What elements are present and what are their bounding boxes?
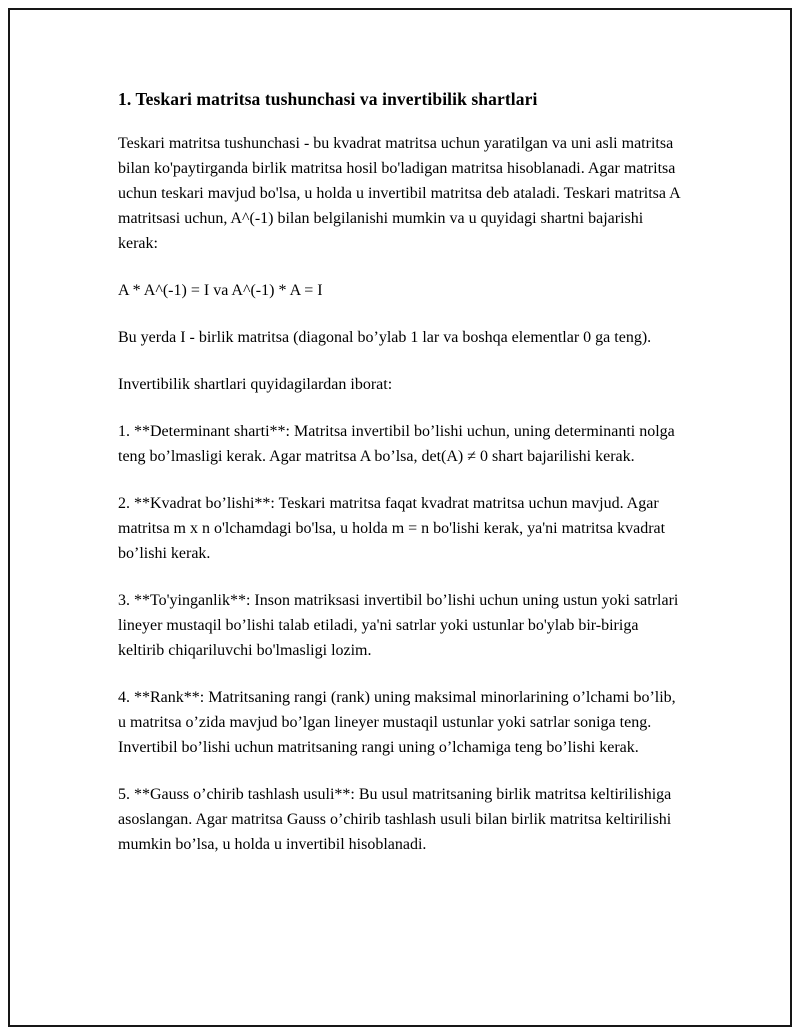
paragraph-condition-square: 2. **Kvadrat bo’lishi**: Teskari matritsa faqat kvadrat matritsa uchun mavjud. Agar matritsa m x n o'lchamdagi bo'lsa, u holda m = n bo'lishi kerak, ya'ni matritsa kvadrat bo’lishi kerak. bbox=[118, 495, 666, 562]
paragraph-condition-determinant: 1. **Determinant sharti**: Matritsa invertibil bo’lishi uchun, uning determinanti nolga teng bo’lmasligi kerak. Agar matritsa A bo’lsa, det(A) ≠ 0 shart bajarilishi kerak. bbox=[118, 423, 675, 465]
paragraph-formula: A * A^(-1) = I va A^(-1) * A = I bbox=[118, 282, 323, 299]
document-page bbox=[8, 8, 792, 1027]
paragraph-condition-independence: 3. **To'yinganlik**: Inson matriksasi invertibil bo’lishi uchun uning ustun yoki satrlari lineyer mustaqil bo’lishi talab etiladi, ya'ni satrlar yoki ustunlar bo'ylab bir-biriga keltirib chiqariluvchi bo'lmasligi lozim. bbox=[118, 592, 679, 659]
paragraph-intro: Teskari matritsa tushunchasi - bu kvadrat matritsa uchun yaratilgan va uni asli matritsa bilan ko'paytirganda birlik matritsa hosil bo'ladigan matritsa hisoblanadi. Agar matritsa uchun teskari mavjud bo'lsa, u holda u invertibil matritsa deb ataladi. Teskari matritsa A matritsasi uchun, A^(-1) bilan belgilanishi mumkin va u quyidagi shartni bajarishi kerak: bbox=[118, 135, 680, 252]
document-content bbox=[10, 10, 790, 1025]
paragraph-conditions-intro: Invertibilik shartlari quyidagilardan iborat: bbox=[118, 376, 393, 393]
paragraph-condition-gauss: 5. **Gauss o’chirib tashlash usuli**: Bu usul matritsaning birlik matritsa keltirilishiga asoslangan. Agar matritsa Gauss o’chirib tashlash usuli bilan birlik matritsa keltirilishi mumkin bo’lsa, u holda u invertibil hisoblanadi. bbox=[118, 786, 672, 853]
paragraph-condition-rank: 4. **Rank**: Matritsaning rangi (rank) uning maksimal minorlarining o’lchami bo’lib, u matritsa o’zida mavjud bo’lgan lineyer mustaqil ustunlar yoki satrlar soniga teng. Invertibil bo’lishi uchun matritsaning rangi uning o’lchamiga teng bo’lishi kerak. bbox=[118, 689, 676, 756]
document-title: 1. Teskari matritsa tushunchasi va invertibilik shartlari bbox=[118, 89, 538, 109]
paragraph-identity-note: Bu yerda I - birlik matritsa (diagonal bo’ylab 1 lar va boshqa elementlar 0 ga teng). bbox=[118, 329, 652, 346]
